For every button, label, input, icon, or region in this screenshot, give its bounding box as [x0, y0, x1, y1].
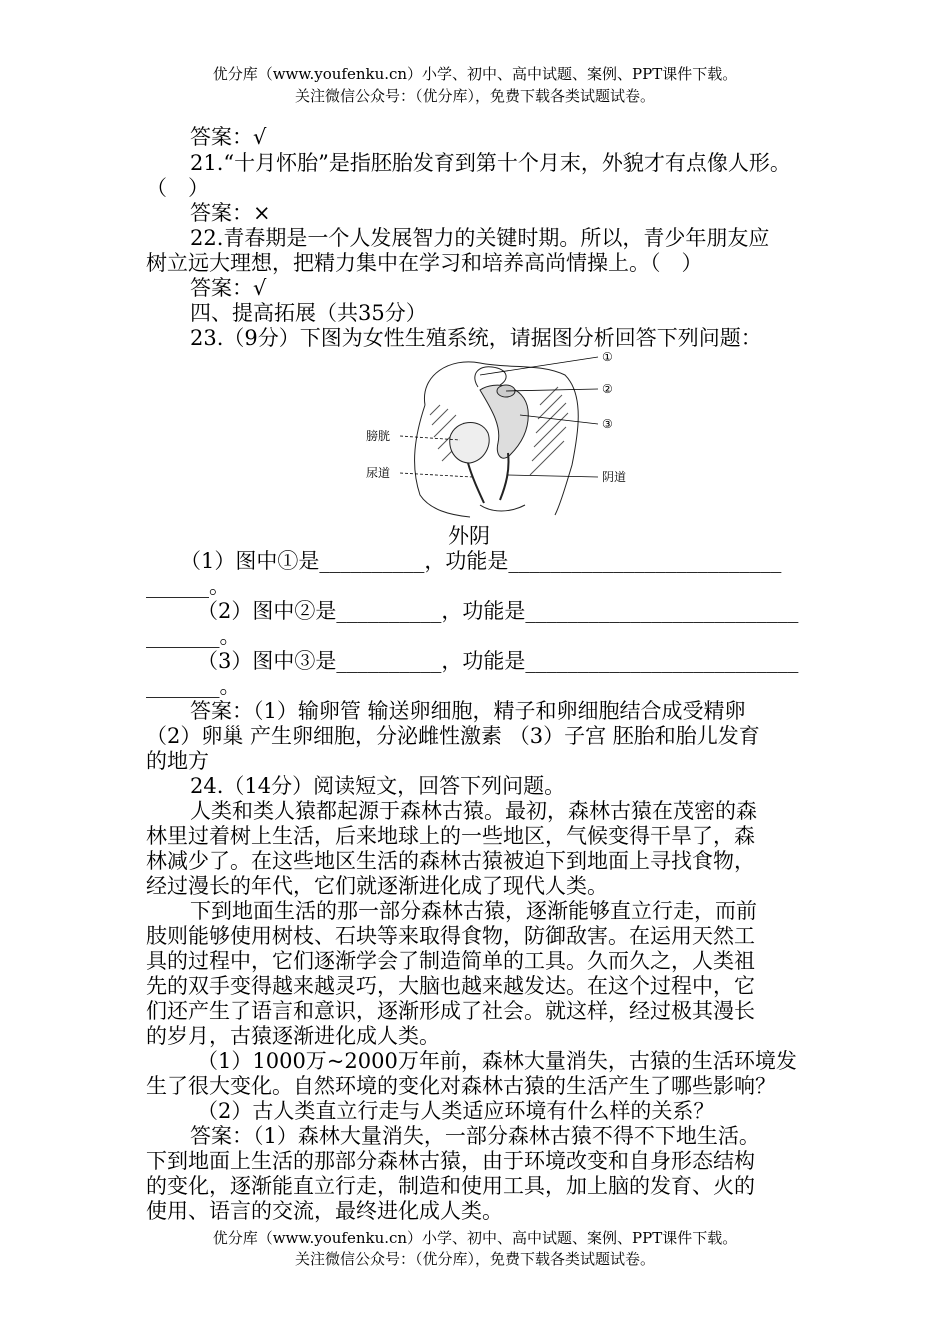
question-24: 24.（14分）阅读短文，回答下列问题。 [190, 774, 566, 798]
passage-line-5: 下到地面生活的那一部分森林古猿，逐渐能够直立行走，而前 [190, 899, 757, 923]
q23-2-line-2: _______。 [146, 624, 241, 648]
question-22-line-2: 树立远大理想，把精力集中在学习和培养高尚情操上。（ ） [146, 251, 703, 275]
answer-24-line-1: 答案：（1）森林大量消失，一部分森林古猿不得不下地生活。 [190, 1124, 760, 1148]
label-urethra: 尿道 [366, 466, 391, 480]
q24-1-line-1: （1）1000万~2000万年前，森林大量消失，古猿的生活环境发 [197, 1049, 797, 1073]
answer-24-line-2: 下到地面上生活的那部分森林古猿，由于环境改变和自身形态结构 [146, 1149, 755, 1173]
question-21: 21.“十月怀胎”是指胚胎发育到第十个月末，外貌才有点像人形。 [190, 151, 791, 175]
q23-3-line-2: _______。 [146, 674, 241, 698]
label-bladder: 膀胱 [366, 429, 391, 443]
passage-line-6: 肢则能够使用树枝、石块等来取得食物，防御敌害。在运用天然工 [146, 924, 755, 948]
question-23: 23.（9分）下图为女性生殖系统，请据图分析回答下列问题： [190, 326, 762, 350]
footer-line-1: 优分库（www.youfenku.cn）小学、初中、高中试题、案例、PPT课件下载。 [212, 1229, 738, 1247]
passage-line-2: 林里过着树上生活，后来地球上的一些地区，气候变得干旱了，森 [146, 824, 755, 848]
label-1: ① [602, 350, 613, 364]
q24-1-line-2: 生了很大变化。自然环境的变化对森林古猿的生活产生了哪些影响？ [146, 1074, 776, 1098]
answer-23-line-2: （2）卵巢 产生卵细胞，分泌雌性激素 （3）子宫 胚胎和胎儿发育 [146, 724, 760, 748]
answer-22: 答案：√ [190, 276, 267, 300]
answer-24-line-4: 使用、语言的交流，最终进化成人类。 [146, 1199, 503, 1223]
q23-1-line-2: ______。 [146, 574, 230, 598]
answer-23-line-1: 答案：（1）输卵管 输送卵细胞，精子和卵细胞结合成受精卵 [190, 699, 746, 723]
header-line-2: 关注微信公众号：（优分库），免费下载各类试题试卷。 [294, 87, 655, 105]
fallopian-tube [475, 367, 506, 387]
answer-20: 答案：√ [190, 125, 267, 149]
passage-line-7: 具的过程中，它们逐渐学会了制造简单的工具。久而久之，人类祖 [146, 949, 755, 973]
q23-2-line-1: （2）图中②是__________，功能是__________________________ [197, 599, 799, 623]
q23-1-line-1: （1）图中①是__________，功能是__________________________ [180, 549, 782, 573]
answer-21: 答案：× [190, 201, 271, 225]
passage-line-3: 林减少了。在这些地区生活的森林古猿被迫下到地面上寻找食物， [146, 849, 755, 873]
header-line-1: 优分库（www.youfenku.cn）小学、初中、高中试题、案例、PPT课件下载。 [212, 65, 738, 83]
section-heading: 四、提高拓展（共35分） [190, 301, 427, 325]
answer-23-line-3: 的地方 [146, 749, 209, 773]
label-vagina: 阴道 [602, 470, 627, 484]
passage-line-1: 人类和类人猿都起源于森林古猿。最初，森林古猿在茂密的森 [190, 799, 757, 823]
vagina [500, 453, 509, 500]
figure-caption: 外阴 [448, 524, 490, 548]
footer-line-2: 关注微信公众号：（优分库），免费下载各类试题试卷。 [294, 1250, 655, 1268]
label-3: ③ [602, 417, 613, 431]
passage-line-10: 的岁月，古猿逐渐进化成人类。 [146, 1024, 440, 1048]
label-2: ② [602, 382, 613, 396]
reproductive-system-diagram [360, 345, 660, 520]
answer-24-line-3: 的变化，逐渐能直立行走，制造和使用工具，加上脑的发育、火的 [146, 1174, 755, 1198]
passage-line-8: 先的双手变得越来越灵巧，大脑也越来越发达。在这个过程中，它 [146, 974, 755, 998]
question-22-line-1: 22.青春期是一个人发展智力的关键时期。所以，青少年朋友应 [190, 226, 770, 250]
q24-2: （2）古人类直立行走与人类适应环境有什么样的关系？ [197, 1099, 715, 1123]
passage-line-9: 们还产生了语言和意识，逐渐形成了社会。就这样，经过极其漫长 [146, 999, 755, 1023]
q23-3-line-1: （3）图中③是__________，功能是__________________________ [197, 649, 799, 673]
passage-line-4: 经过漫长的年代，它们就逐渐进化成了现代人类。 [146, 874, 608, 898]
urethra [468, 463, 484, 503]
question-21-blank: （ ） [146, 176, 209, 200]
bladder [450, 422, 489, 463]
